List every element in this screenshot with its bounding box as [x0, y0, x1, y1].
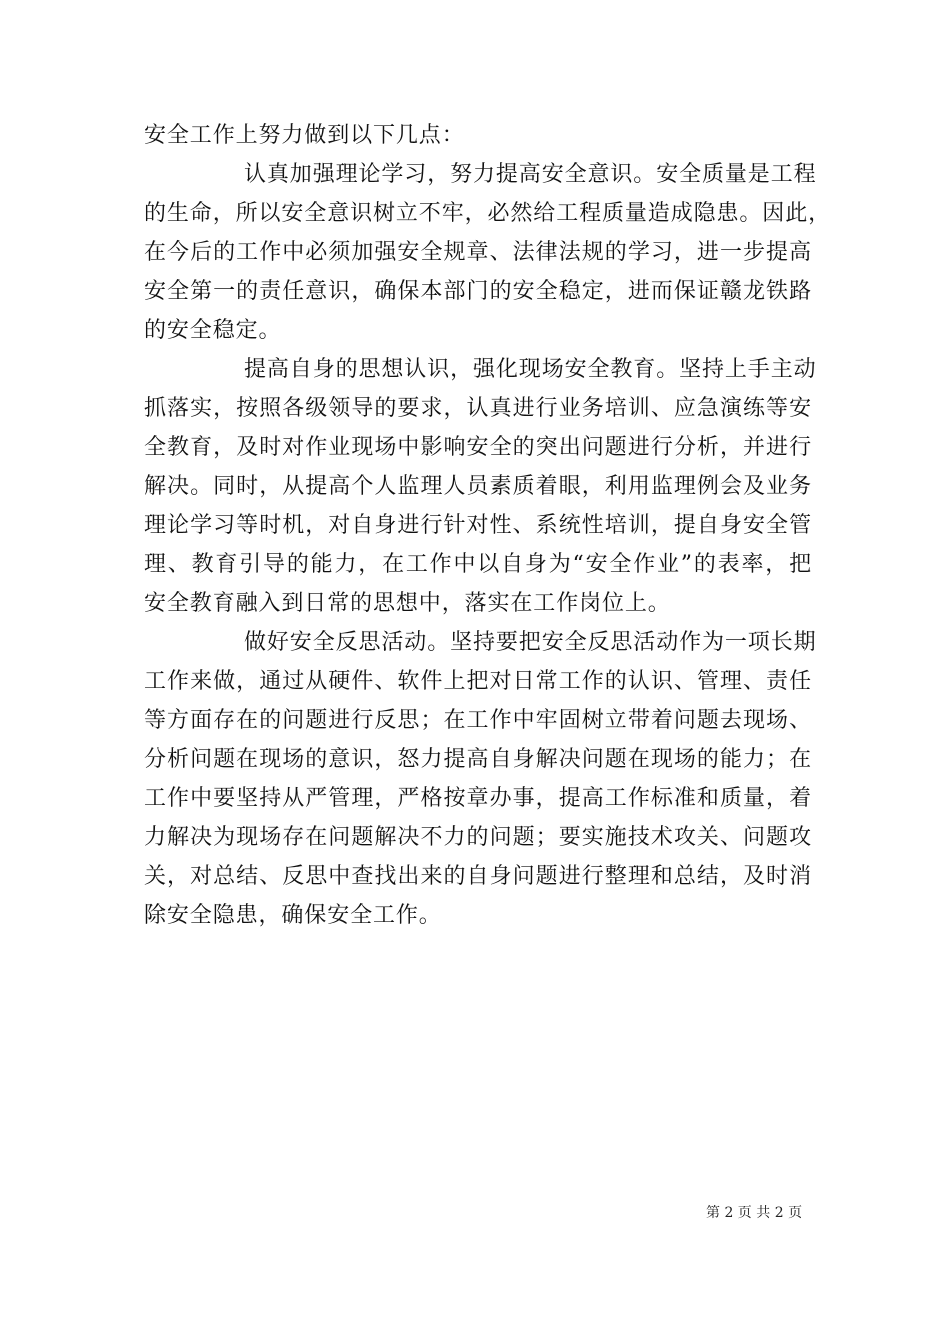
- text-line: 理论学习等时机，对自身进行针对性、系统性培训，提自身安全管: [144, 513, 812, 538]
- text-line: 安全教育融入到日常的思想中，落实在工作岗位上。: [144, 591, 671, 616]
- text-line: 等方面存在的问题进行反思；在工作中牢固树立带着问题去现场、: [144, 708, 812, 733]
- text-line: 全教育，及时对作业现场中影响安全的突出问题进行分析，并进行: [144, 435, 812, 460]
- paragraph-2-first-line: 提高自身的思想认识，强化现场安全教育。坚持上手主动: [244, 357, 817, 382]
- text-line: 安全第一的责任意识，确保本部门的安全稳定，进而保证赣龙铁路: [144, 279, 812, 304]
- text-line: 力解决为现场存在问题解决不力的问题；要实施技术攻关、问题攻: [144, 825, 812, 850]
- text-line: 关，对总结、反思中查找出来的自身问题进行整理和总结，及时消: [144, 864, 812, 889]
- text-line: 工作中要坚持从严管理，严格按章办事，提高工作标准和质量，着: [144, 786, 812, 811]
- text-line: 抓落实，按照各级领导的要求，认真进行业务培训、应急演练等安: [144, 396, 812, 421]
- text-line: 的安全稳定。: [144, 318, 282, 343]
- text-line: 除安全隐患，确保安全工作。: [144, 903, 442, 928]
- text-line: 的生命，所以安全意识树立不牢，必然给工程质量造成隐患。因此，: [144, 201, 832, 226]
- text-line: 安全工作上努力做到以下几点：: [144, 123, 465, 148]
- text-line: 分析问题在现场的意识，怒力提高自身解决问题在现场的能力；在: [144, 747, 812, 772]
- text-line: 理、教育引导的能力，在工作中以自身为“安全作业”的表率，把: [144, 552, 812, 577]
- text-line: 工作来做，通过从硬件、软件上把对日常工作的认识、管理、责任: [144, 669, 812, 694]
- document-body: [144, 116, 832, 935]
- text-line: 在今后的工作中必须加强安全规章、法律法规的学习，进一步提高: [144, 240, 812, 265]
- page-number: 第 2 页 共 2 页: [706, 1205, 803, 1221]
- text-line: 解决。同时，从提高个人监理人员素质着眼，利用监理例会及业务: [144, 474, 812, 499]
- paragraph-3-first-line: 做好安全反思活动。坚持要把安全反思活动作为一项长期: [244, 630, 817, 655]
- paragraph-1-first-line: 认真加强理论学习，努力提高安全意识。安全质量是工程: [244, 162, 817, 187]
